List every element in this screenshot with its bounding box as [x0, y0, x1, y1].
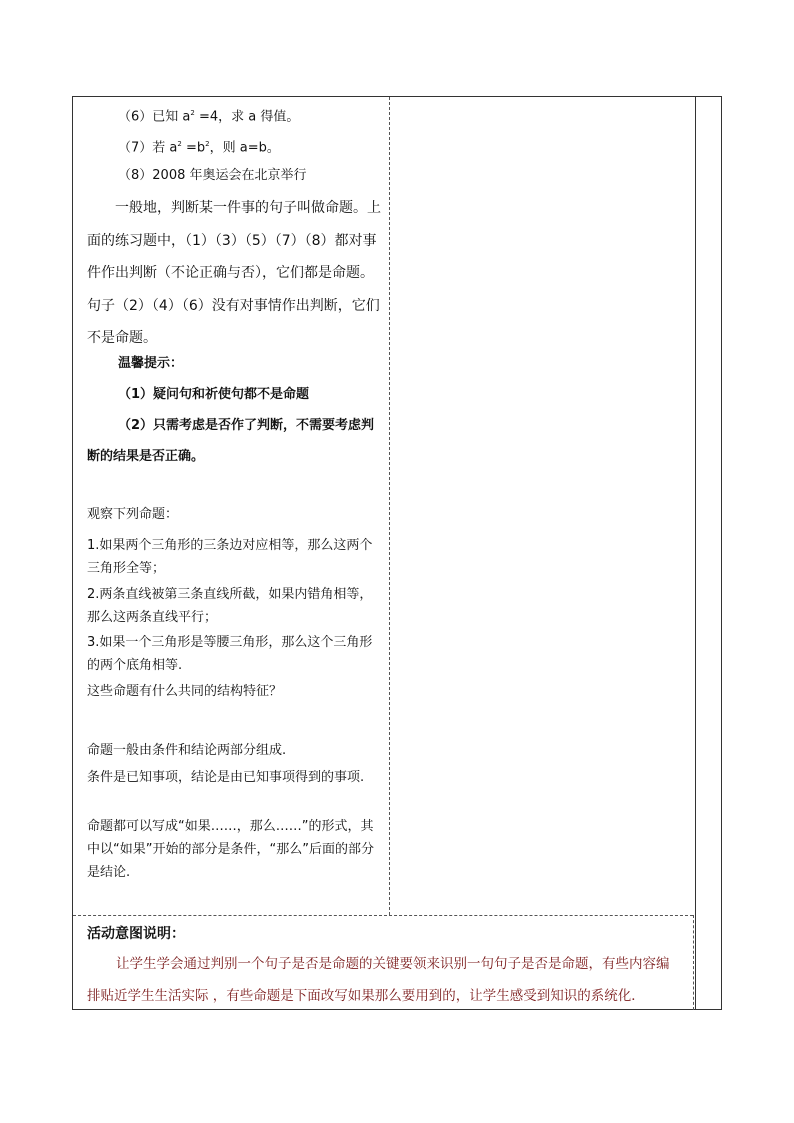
tip-item-2-line-2: 断的结果是否正确。 — [87, 449, 205, 464]
intent-line-1: 让学生学会通过判别一个句子是否是命题的关键要领来识别一句句子是否是命题，有些内容编 — [116, 956, 670, 972]
proposition-2: 2.两条直线被第三条直线所截，如果内错角相等，那么这两条直线平行； — [87, 587, 373, 625]
tip-item-1: （1）疑问句和祈使句都不是命题 — [118, 387, 310, 402]
table-column-divider — [389, 97, 390, 915]
tip-title: 温馨提示： — [118, 356, 184, 371]
intent-title: 活动意图说明： — [87, 926, 185, 942]
definition-paragraph: 一般地，判断某一件事的句子叫做命题。上面的练习题中，（1）（3）（5）（7）（8）都对事件作出判断（不论正确与否），它们都是命题。句子（2）（4）（6）没有对事情作出判断，它们不是命题。 — [87, 200, 381, 346]
intent-line-2: 排贴近学生生活实际 ，有些命题是下面改写如果那么要用到的，让学生感受到知识的系统化． — [87, 988, 645, 1004]
conclusion-2: 条件是已知事项，结论是由已知事项得到的事项. — [87, 770, 365, 785]
table-right-column-border — [695, 96, 696, 1010]
tip-item-2-line-1: （2）只需考虑是否作了判断，不需要考虑判 — [118, 418, 375, 433]
observe-heading: 观察下列命题： — [87, 507, 179, 522]
conclusion-3: 命题都可以写成“如果……，那么……”的形式，其中以“如果”开始的部分是条件，“那么”后面的部分是结论. — [87, 819, 374, 880]
exercise-item-8: （8）2008 年奥运会在北京举行 — [118, 168, 307, 183]
intent-row-right-border — [693, 915, 694, 1010]
exercise-item-7: （7）若 $a^2 =b^2$，则 a=b。 — [118, 140, 280, 156]
proposition-3: 3.如果一个三角形是等腰三角形，那么这个三角形的两个底角相等. — [87, 635, 373, 673]
conclusion-1: 命题一般由条件和结论两部分组成. — [87, 743, 287, 758]
exercise-item-6: （6）已知 $a^2 =4$，求 a 得值。 — [118, 109, 300, 125]
structure-question: 这些命题有什么共同的结构特征？ — [87, 684, 283, 699]
table-row-divider — [73, 915, 693, 916]
proposition-1: 1.如果两个三角形的三条边对应相等，那么这两个三角形全等； — [87, 538, 373, 576]
